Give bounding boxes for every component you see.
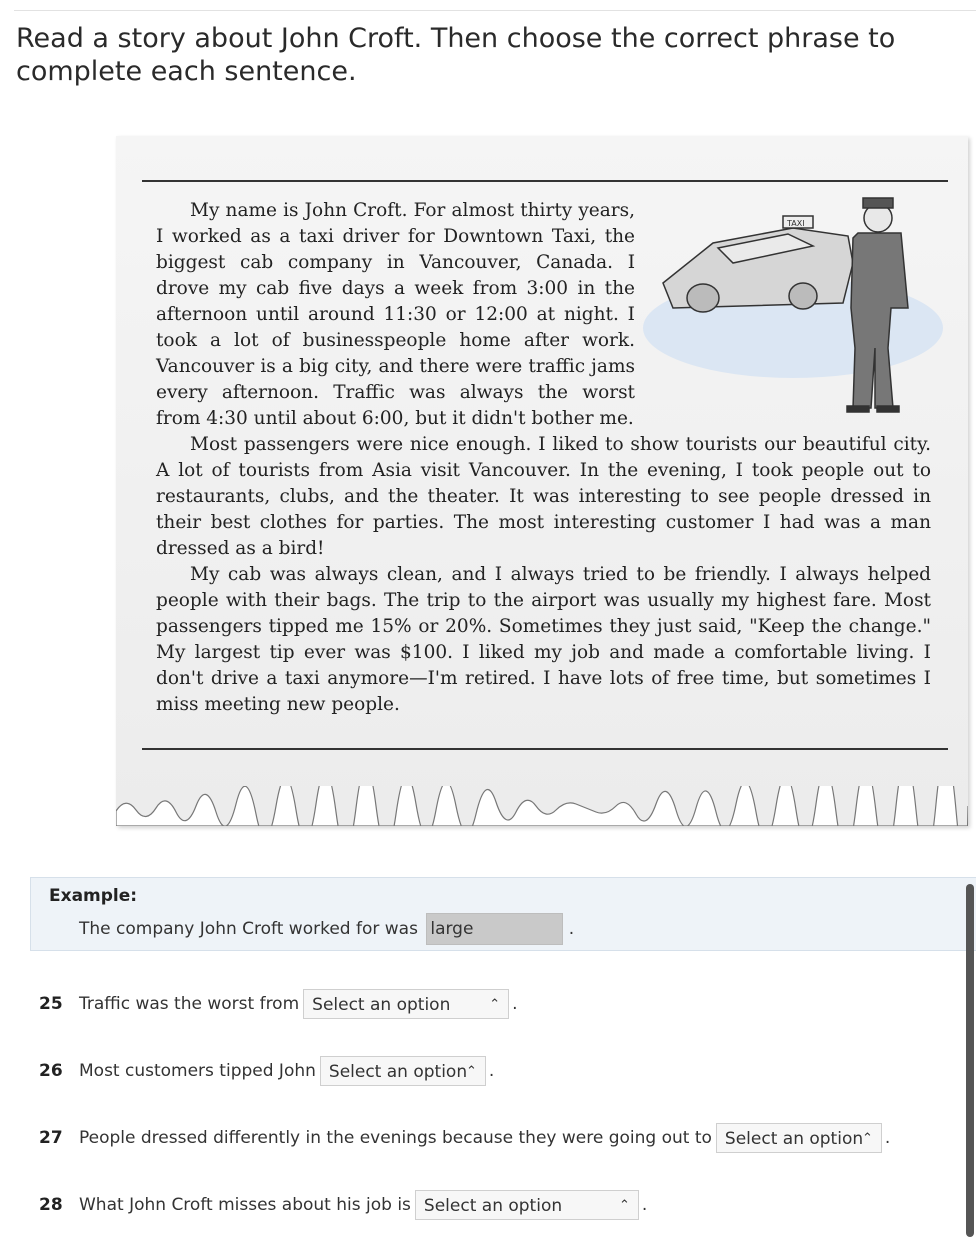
question-25: [39, 989, 518, 1019]
question-text: What John Croft misses about his job is: [79, 1195, 411, 1215]
sentence-period: .: [488, 1061, 495, 1081]
chevron-updown-icon: ⌃: [466, 1064, 477, 1079]
chevron-updown-icon: ⌃: [489, 997, 501, 1012]
answer-select-28[interactable]: [415, 1190, 639, 1220]
question-text: Traffic was the worst from: [79, 994, 300, 1014]
answer-select-26[interactable]: [320, 1056, 486, 1086]
select-placeholder: Select an option: [724, 1129, 864, 1149]
question-number: 25: [39, 994, 63, 1014]
example-sentence: [79, 913, 574, 945]
example-period: .: [568, 919, 575, 939]
answer-select-27[interactable]: [716, 1123, 882, 1153]
taxi-sign-text: TAXI: [787, 219, 805, 228]
question-text: People dressed differently in the evenings because they were going out to: [79, 1128, 712, 1148]
scrollbar[interactable]: [966, 884, 974, 1237]
question-number: 27: [39, 1128, 63, 1148]
answer-select-25[interactable]: [303, 989, 509, 1019]
instructions: Read a story about John Croft. Then choose the correct phrase to complete each sentence.: [16, 23, 896, 87]
chevron-updown-icon: ⌃: [619, 1198, 630, 1213]
sentence-period: .: [641, 1195, 648, 1215]
sentence-period: .: [884, 1128, 891, 1148]
question-number: 26: [39, 1061, 63, 1081]
question-text: Most customers tipped John: [79, 1061, 316, 1081]
example-label: Example:: [49, 886, 138, 906]
question-28: [39, 1190, 647, 1220]
story-paragraph-1: My name is John Croft. For almost thirty years, I worked as a taxi driver for Downtown Taxi, the biggest cab company in Vancouver, Canada. I drove my cab five days a week from 3:00 in the afternoon until around 11:30 or 12:00 at night. I took a lot of businesspeople home after work. Vancouver is a big city, and there were traffic jams every afternoon. Traffic was always the worst from 4:30 until about 6:00, but it didn't bother me.: [156, 200, 635, 429]
torn-edge: [116, 786, 968, 826]
story-paragraph-2: Most passengers were nice enough. I liked to show tourists our beautiful city. A lot of tourists from Asia visit Vancouver. In the evening, I took people out to restaurants, clubs, and the theater. It was interesting to see people dressed in their best clothes for parties. The most interesting customer I had was a man dressed as a bird!: [156, 434, 931, 559]
example-answer: large: [426, 913, 563, 945]
select-placeholder: Select an option: [328, 1062, 468, 1082]
top-divider: [14, 10, 976, 11]
sentence-period: .: [512, 994, 518, 1014]
story-top-rule: [142, 180, 948, 182]
taxi-car: [663, 216, 853, 312]
example-sentence-text: The company John Croft worked for was: [79, 919, 418, 939]
question-27: [39, 1123, 890, 1153]
select-placeholder: Select an option: [312, 995, 451, 1015]
example-box: [30, 877, 976, 951]
select-placeholder: Select an option: [423, 1196, 563, 1216]
story-card: [116, 136, 968, 826]
question-number: 28: [39, 1195, 63, 1215]
chevron-updown-icon: ⌃: [862, 1131, 873, 1146]
driver-figure: [847, 198, 908, 412]
story-bottom-rule: [142, 748, 948, 750]
taxi-driver-illustration: [643, 188, 948, 428]
question-26: [39, 1056, 494, 1086]
story-paragraph-3: My cab was always clean, and I always tried to be friendly. I always helped people with their bags. The trip to the airport was usually my highest fare. Most passengers tipped me 15% or 20%. Sometimes they just said, "Keep the change." My largest tip ever was $100. I liked my job and made a comfortable living. I don't drive a taxi anymore—I'm retired. I have lots of free time, but sometimes I miss meeting new people.: [156, 564, 931, 715]
